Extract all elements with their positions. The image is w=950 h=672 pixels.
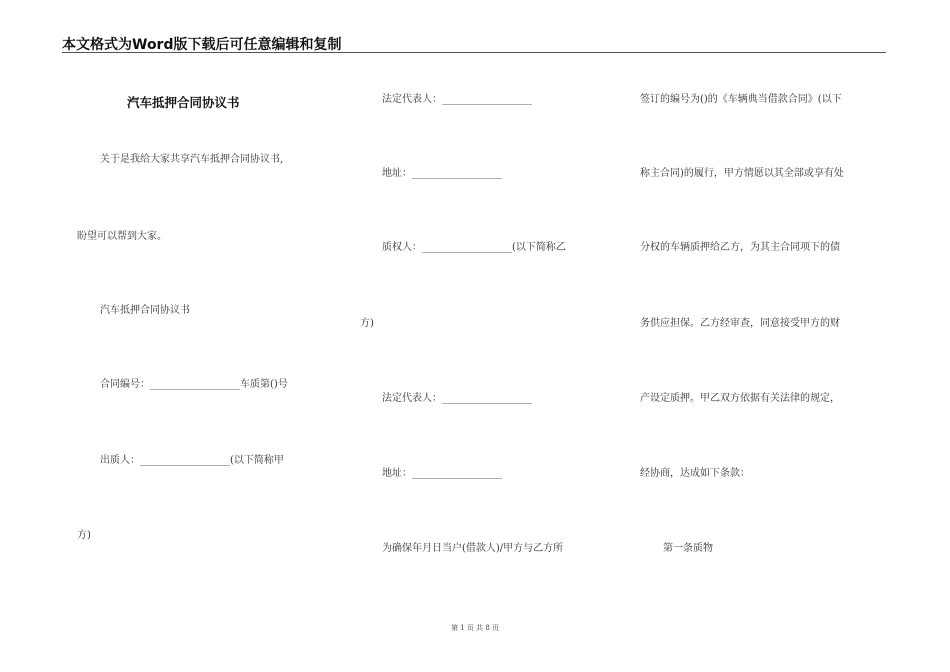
col2-line-3: 质权人：__________________(以下简称乙: [382, 242, 566, 253]
page-footer: 第 1 页 共 8 页: [450, 624, 500, 632]
page-header: [62, 34, 886, 53]
col1-line-4: 合同编号：__________________车质第()号: [100, 379, 288, 390]
col1-line-2: 盼望可以帮到大家。: [77, 231, 167, 242]
col2-line-6: 地址：__________________: [382, 468, 502, 479]
col1-line-3: 汽车抵押合同协议书: [100, 305, 190, 316]
col3-line-3: 分权的车辆质押给乙方，为其主合同项下的债: [640, 242, 840, 253]
document-title: 汽车抵押合同协议书: [127, 95, 240, 110]
col3-line-1: 签订的编号为()的《车辆典当借款合同》(以下: [640, 94, 842, 105]
col2-line-5: 法定代表人：__________________: [382, 393, 532, 404]
col1-line-5: 出质人：__________________(以下简称甲: [100, 455, 284, 466]
header-title: 本文格式为Word版下载后可任意编辑和复制: [62, 37, 342, 53]
col2-line-4: 方): [360, 318, 374, 329]
col2-line-7: 为确保年月日当户(借款人)/甲方与乙方所: [382, 543, 564, 554]
col2-line-1: 法定代表人：__________________: [382, 94, 532, 105]
col3-line-7: 第一条质物: [663, 543, 713, 554]
col1-line-6: 方): [77, 530, 91, 541]
col1-line-1: 关于是我给大家共享汽车抵押合同协议书,: [100, 154, 284, 165]
col2-line-2: 地址：__________________: [382, 168, 502, 179]
col3-line-5: 产设定质押。甲乙双方依据有关法律的规定，: [640, 393, 840, 404]
col3-line-2: 称主合同)的履行，甲方情愿以其全部或享有处: [640, 168, 844, 179]
col3-line-6: 经协商，达成如下条款：: [640, 468, 750, 479]
col3-line-4: 务供应担保。乙方经审查，同意接受甲方的财: [640, 318, 840, 329]
